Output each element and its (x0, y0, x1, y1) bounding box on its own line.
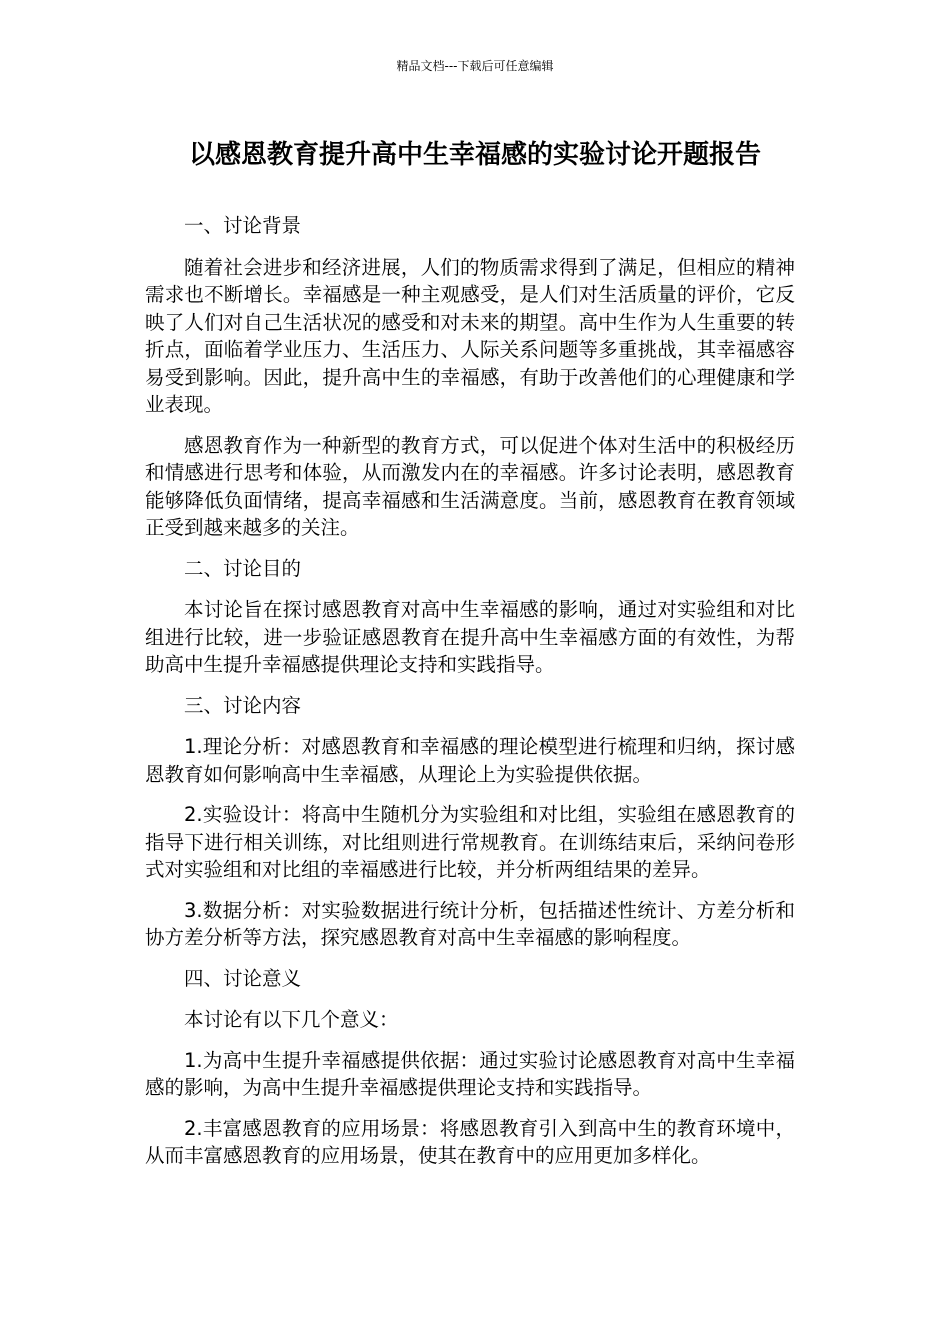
paragraph: 1.为高中生提升幸福感提供依据：通过实验讨论感恩教育对高中生幸福感的影响，为高中生提升幸福感提供理论支持和实践指导。 (145, 1048, 795, 1099)
section-heading: 二、讨论目的 (184, 556, 302, 580)
section-heading: 四、讨论意义 (184, 966, 302, 990)
section-heading: 三、讨论内容 (184, 693, 302, 717)
paragraph: 3.数据分析：对实验数据进行统计分析，包括描述性统计、方差分析和协方差分析等方法，探究感恩教育对高中生幸福感的影响程度。 (145, 898, 795, 949)
paragraph: 2.实验设计：将高中生随机分为实验组和对比组，实验组在感恩教育的指导下进行相关训练，对比组则进行常规教育。在训练结束后，采纳问卷形式对实验组和对比组的幸福感进行比较，并分析两组结果的差异。 (145, 803, 795, 881)
header-note: 精品文档---下载后可任意编辑 (396, 59, 554, 73)
paragraph: 本讨论有以下几个意义： (184, 1008, 399, 1031)
document-title: 以感恩教育提升高中生幸福感的实验讨论开题报告 (188, 140, 761, 170)
paragraph: 感恩教育作为一种新型的教育方式，可以促进个体对生活中的积极经历和情感进行思考和体验，从而激发内在的幸福感。许多讨论表明，感恩教育能够降低负面情绪，提高幸福感和生活满意度。当前，感恩教育在教育领域正受到越来越多的关注。 (145, 433, 795, 539)
paragraph: 1.理论分析：对感恩教育和幸福感的理论模型进行梳理和归纳，探讨感恩教育如何影响高中生幸福感，从理论上为实验提供依据。 (145, 735, 795, 786)
paragraph: 本讨论旨在探讨感恩教育对高中生幸福感的影响，通过对实验组和对比组进行比较，进一步验证感恩教育在提升高中生幸福感方面的有效性，为帮助高中生提升幸福感提供理论支持和实践指导。 (145, 598, 795, 676)
paragraph: 随着社会进步和经济进展，人们的物质需求得到了满足，但相应的精神需求也不断增长。幸福感是一种主观感受，是人们对生活质量的评价，它反映了人们对自己生活状况的感受和对未来的期望。高中生作为人生重要的转折点，面临着学业压力、生活压力、人际关系问题等多重挑战，其幸福感容易受到影响。因此，提升高中生的幸福感，有助于改善他们的心理健康和学业表现。 (145, 255, 795, 416)
paragraph: 2.丰富感恩教育的应用场景：将感恩教育引入到高中生的教育环境中，从而丰富感恩教育的应用场景，使其在教育中的应用更加多样化。 (145, 1116, 795, 1167)
section-heading: 一、讨论背景 (184, 214, 302, 237)
document-body (145, 212, 795, 1183)
